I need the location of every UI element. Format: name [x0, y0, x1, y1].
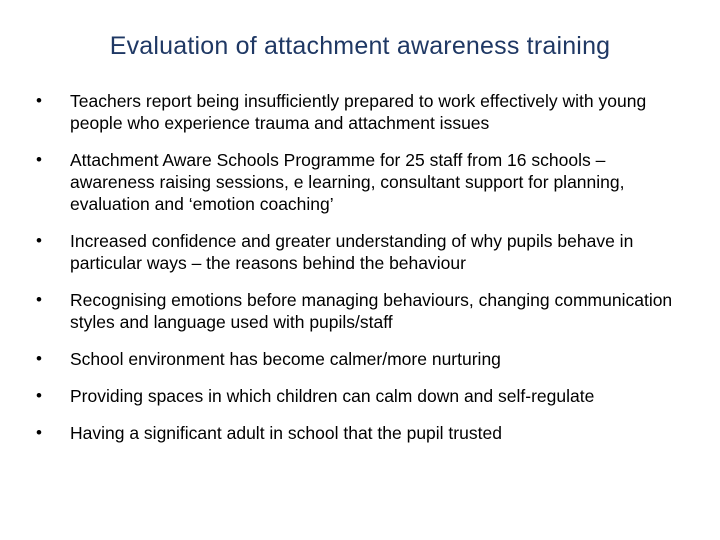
bullet-dot-icon: •: [36, 349, 42, 368]
bullet-text: Providing spaces in which children can calm down and self-regulate: [70, 386, 595, 406]
bullet-item: [28, 149, 688, 215]
bullet-dot-icon: •: [36, 423, 42, 442]
bullet-dot-icon: •: [36, 386, 42, 405]
bullet-text: Attachment Aware Schools Programme for 25 staff from 16 schools – awareness raising sessions, e learning, consultant support for planning, evaluation and ‘emotion coaching’: [70, 150, 625, 214]
bullet-dot-icon: •: [36, 290, 42, 309]
bullet-dot-icon: •: [36, 231, 42, 250]
bullet-item: [28, 230, 688, 274]
bullet-item: [28, 385, 688, 407]
bullet-item: [28, 289, 688, 333]
bullet-text: Increased confidence and greater understanding of why pupils behave in particular ways – the reasons behind the behaviour: [70, 231, 634, 273]
bullet-list: [28, 90, 688, 459]
bullet-item: [28, 90, 688, 134]
bullet-text: Recognising emotions before managing behaviours, changing communication styles and language used with pupils/staff: [70, 290, 673, 332]
bullet-dot-icon: •: [36, 150, 42, 169]
bullet-text: Teachers report being insufficiently prepared to work effectively with young people who experience trauma and attachment issues: [70, 91, 647, 133]
bullet-text: Having a significant adult in school that the pupil trusted: [70, 423, 502, 443]
bullet-item: [28, 348, 688, 370]
bullet-dot-icon: •: [36, 91, 42, 110]
slide-title: Evaluation of attachment awareness training: [109, 32, 611, 60]
bullet-item: [28, 422, 688, 444]
bullet-text: School environment has become calmer/more nurturing: [70, 349, 501, 369]
